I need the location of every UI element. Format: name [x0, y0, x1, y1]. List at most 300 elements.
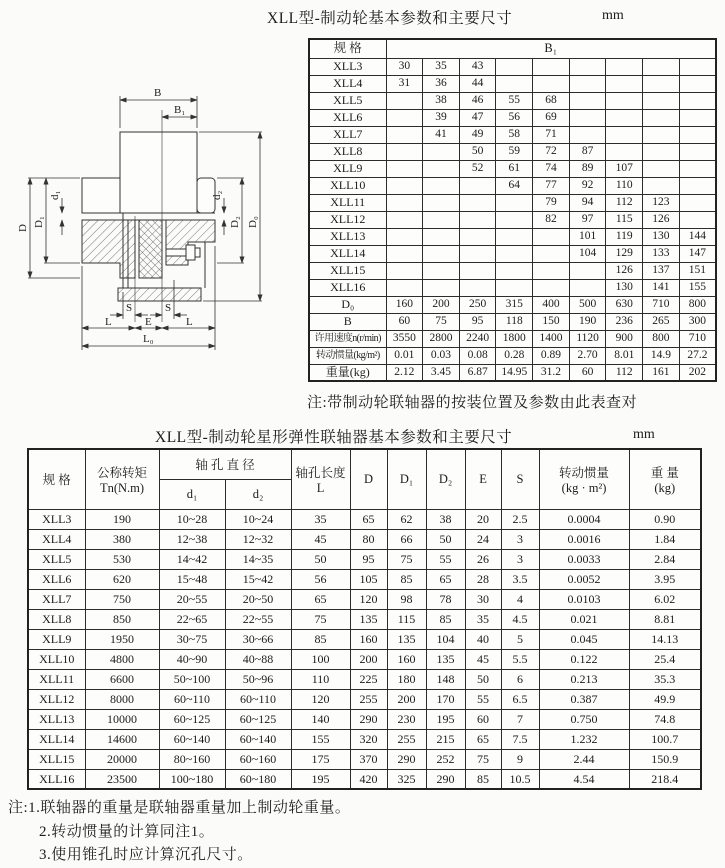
table-cell: 15~42 [225, 569, 291, 589]
table-cell: 85 [465, 769, 501, 789]
table-cell: 325 [387, 769, 426, 789]
table-cell: 100.7 [629, 729, 701, 749]
table-cell: 195 [426, 709, 465, 729]
table-cell: 2.12 [386, 364, 423, 381]
table-cell [386, 177, 423, 194]
table-cell: 14~42 [159, 549, 225, 569]
table-cell: 144 [679, 228, 716, 245]
table-cell [496, 58, 533, 75]
table-cell: 115 [387, 609, 426, 629]
table-cell: 236 [606, 313, 643, 330]
table-cell: 0.0103 [539, 589, 629, 609]
table-cell: 0.01 [386, 347, 423, 364]
table-cell: 255 [350, 689, 387, 709]
table-cell: 82 [533, 211, 570, 228]
table-cell: 50~96 [225, 669, 291, 689]
table-cell: 0.03 [423, 347, 460, 364]
row-label: XLL3 [28, 509, 85, 529]
table-cell: 65 [465, 729, 501, 749]
row-label: 转动惯量(kg/m²) [309, 347, 386, 364]
table-cell: 133 [643, 245, 680, 262]
table-cell [643, 143, 680, 160]
table-cell: 45 [291, 529, 350, 549]
table-cell [459, 228, 496, 245]
dim-label-l-right: L [186, 316, 193, 328]
table-cell: 150.9 [629, 749, 701, 769]
table-row [309, 296, 716, 313]
table-cell: 900 [606, 330, 643, 347]
table-cell: 130 [643, 228, 680, 245]
table-cell: 35.3 [629, 669, 701, 689]
table-cell: 3 [501, 549, 539, 569]
table-row [309, 347, 716, 364]
table-cell: 23500 [85, 769, 159, 789]
table-cell [533, 58, 570, 75]
table-cell: 38 [423, 92, 460, 109]
table-cell: 800 [643, 330, 680, 347]
dim-label-d0: D₀ [247, 216, 259, 228]
note-line-2: 2.转动惯量的计算同注1。 [39, 823, 215, 840]
table-cell: 44 [459, 75, 496, 92]
dim-label-d1-cap: D₁ [33, 216, 45, 228]
table-cell: 14~35 [225, 549, 291, 569]
dim-label-l0: L₀ [143, 333, 154, 345]
table-row [28, 669, 701, 689]
table-cell [569, 109, 606, 126]
table-cell: 25.4 [629, 649, 701, 669]
table-cell: 710 [679, 330, 716, 347]
table-cell [569, 279, 606, 296]
table-cell: 255 [387, 729, 426, 749]
table-cell: 60~110 [159, 689, 225, 709]
table-cell: 119 [606, 228, 643, 245]
table-row [309, 211, 716, 228]
column-header-inertia: 转动惯量 (kg · m²) [539, 449, 629, 509]
unit-label-top: mm [602, 8, 624, 23]
table-cell [643, 177, 680, 194]
table-cell: 6.02 [629, 589, 701, 609]
table-cell: 135 [426, 649, 465, 669]
table-row [309, 75, 716, 92]
table-cell: 0.0016 [539, 529, 629, 549]
table-cell: 126 [643, 211, 680, 228]
table-cell [606, 92, 643, 109]
table-cell: 24 [465, 529, 501, 549]
column-header-D: D [350, 449, 387, 509]
table-row [309, 92, 716, 109]
table-cell [606, 75, 643, 92]
table-cell: 0.213 [539, 669, 629, 689]
table-cell: 85 [387, 569, 426, 589]
table-cell [533, 262, 570, 279]
table-cell: 135 [387, 629, 426, 649]
table-cell [459, 245, 496, 262]
table-cell: 77 [533, 177, 570, 194]
table-row [28, 629, 701, 649]
table-cell [606, 109, 643, 126]
table-row [309, 279, 716, 296]
table-row [309, 160, 716, 177]
table-cell: 380 [85, 529, 159, 549]
table-cell [679, 211, 716, 228]
table-row [309, 262, 716, 279]
row-label: XLL13 [28, 709, 85, 729]
table-cell: 10.5 [501, 769, 539, 789]
table-cell: 60 [569, 364, 606, 381]
table-cell: 252 [426, 749, 465, 769]
table-cell: 195 [291, 769, 350, 789]
coupling-parameters-table [27, 448, 702, 790]
table-cell: 95 [459, 313, 496, 330]
table-cell: 160 [386, 296, 423, 313]
table-cell: 41 [423, 126, 460, 143]
table-row [28, 689, 701, 709]
table-cell: 28 [465, 569, 501, 589]
row-label: XLL12 [309, 211, 386, 228]
table-cell: 0.0052 [539, 569, 629, 589]
table-cell [496, 228, 533, 245]
row-label: XLL14 [28, 729, 85, 749]
table-cell [643, 58, 680, 75]
table-cell: 65 [426, 569, 465, 589]
table-cell: 60~140 [225, 729, 291, 749]
column-header-E: E [465, 449, 501, 509]
table-row [309, 143, 716, 160]
unit-label-bottom: mm [633, 427, 655, 442]
table-cell: 1.84 [629, 529, 701, 549]
table-cell: 290 [426, 769, 465, 789]
table-cell: 155 [679, 279, 716, 296]
table-cell: 79 [533, 194, 570, 211]
table-cell [423, 279, 460, 296]
table-cell: 104 [426, 629, 465, 649]
table-cell: 45 [465, 649, 501, 669]
table-cell: 65 [291, 589, 350, 609]
row-label: XLL9 [309, 160, 386, 177]
row-label: XLL8 [28, 609, 85, 629]
table-cell: 6.5 [501, 689, 539, 709]
table-cell [569, 262, 606, 279]
row-label: XLL10 [28, 649, 85, 669]
column-header-torque: 公称转矩 Tn(N.m) [85, 449, 159, 509]
table-cell: 14600 [85, 729, 159, 749]
table-cell: 98 [387, 589, 426, 609]
dim-label-d2-cap: D₂ [229, 216, 241, 228]
table-cell: 137 [643, 262, 680, 279]
table-cell: 58 [496, 126, 533, 143]
table-cell [679, 160, 716, 177]
table-cell: 190 [85, 509, 159, 529]
row-label: XLL8 [309, 143, 386, 160]
table-cell [423, 177, 460, 194]
row-label: XLL11 [28, 669, 85, 689]
table-cell: 92 [569, 177, 606, 194]
table-cell: 40~90 [159, 649, 225, 669]
table-cell [679, 58, 716, 75]
table-row [28, 649, 701, 669]
table-cell: 75 [387, 549, 426, 569]
table-row [309, 364, 716, 381]
table-cell: 75 [465, 749, 501, 769]
table-cell: 80~160 [159, 749, 225, 769]
table-cell [533, 245, 570, 262]
table-cell: 8.81 [629, 609, 701, 629]
table-row [28, 609, 701, 629]
row-label: XLL5 [28, 549, 85, 569]
table-cell: 60~125 [159, 709, 225, 729]
table-cell: 315 [496, 296, 533, 313]
column-header-D2: D₂ [426, 449, 465, 509]
table-cell [533, 75, 570, 92]
table-cell: 0.08 [459, 347, 496, 364]
table-cell: 8.01 [606, 347, 643, 364]
table-cell: 69 [533, 109, 570, 126]
table-cell: 5.5 [501, 649, 539, 669]
table-cell: 26 [465, 549, 501, 569]
table-cell [386, 143, 423, 160]
table-cell: 20~55 [159, 589, 225, 609]
row-label: XLL12 [28, 689, 85, 709]
table-cell: 100 [291, 649, 350, 669]
table-cell [533, 228, 570, 245]
table-cell: 30~75 [159, 629, 225, 649]
table-cell: 290 [387, 749, 426, 769]
table-cell [679, 109, 716, 126]
column-header-spec: 规 格 [309, 39, 386, 58]
table-cell [606, 126, 643, 143]
table-cell: 104 [569, 245, 606, 262]
table-cell: 710 [643, 296, 680, 313]
table-cell: 170 [426, 689, 465, 709]
table-cell: 500 [569, 296, 606, 313]
column-header-spec: 规 格 [28, 449, 85, 509]
dim-label-d-cap: D [17, 224, 29, 232]
row-label: XLL4 [309, 75, 386, 92]
table-cell: 35 [423, 58, 460, 75]
table-cell: 10000 [85, 709, 159, 729]
table-cell: 9 [501, 749, 539, 769]
table-cell: 14.13 [629, 629, 701, 649]
row-label: XLL3 [309, 58, 386, 75]
table-cell: 55 [465, 689, 501, 709]
page-title-coupling: XLL型-制动轮星形弹性联轴器基本参数和主要尺寸 [155, 429, 513, 446]
table-cell: 40 [465, 629, 501, 649]
table-cell: 200 [350, 649, 387, 669]
column-header-bore-length: 轴孔长度 L [291, 449, 350, 509]
table-cell [606, 143, 643, 160]
table-cell: 2.44 [539, 749, 629, 769]
table-cell: 22~55 [225, 609, 291, 629]
table-cell: 123 [643, 194, 680, 211]
row-label: XLL7 [28, 589, 85, 609]
table-cell: 80 [350, 529, 387, 549]
table-cell: 50 [465, 669, 501, 689]
table-cell: 6600 [85, 669, 159, 689]
table-cell [569, 92, 606, 109]
table-cell: 3.45 [423, 364, 460, 381]
dim-label-b1: B₁ [174, 104, 186, 116]
table-row [28, 729, 701, 749]
table-cell: 12~38 [159, 529, 225, 549]
dim-label-d1: d₁ [49, 190, 61, 200]
table-cell: 12~32 [225, 529, 291, 549]
table-cell [386, 211, 423, 228]
table-cell: 129 [606, 245, 643, 262]
dim-label-e: E [145, 316, 152, 328]
table-cell: 4 [501, 589, 539, 609]
row-label: XLL11 [309, 194, 386, 211]
table-cell: 135 [350, 609, 387, 629]
table-row [28, 569, 701, 589]
table-cell [386, 92, 423, 109]
table-cell [643, 160, 680, 177]
table-row [309, 330, 716, 347]
table-cell: 161 [643, 364, 680, 381]
table-cell: 110 [606, 177, 643, 194]
column-header-b1: B₁ [386, 39, 716, 58]
table-cell: 150 [533, 313, 570, 330]
row-label: XLL10 [309, 177, 386, 194]
table-cell: 0.0033 [539, 549, 629, 569]
row-label: B [309, 313, 386, 330]
table-cell: 400 [533, 296, 570, 313]
dim-label-d2: d₂ [211, 190, 223, 200]
table-cell: 175 [291, 749, 350, 769]
row-label: 许用速度n(r/min) [309, 330, 386, 347]
table-cell [459, 177, 496, 194]
table-cell: 64 [496, 177, 533, 194]
table-cell: 130 [606, 279, 643, 296]
column-header-d1: d₁ [159, 479, 225, 509]
table-cell: 36 [423, 75, 460, 92]
table1-note: 注:带制动轮联轴器的按装位置及参数由此表查对 [307, 395, 638, 411]
row-label: XLL6 [309, 109, 386, 126]
table-cell: 110 [291, 669, 350, 689]
table-cell: 71 [533, 126, 570, 143]
table-row [309, 109, 716, 126]
row-label: XLL5 [309, 92, 386, 109]
table-cell: 1950 [85, 629, 159, 649]
table-cell [679, 75, 716, 92]
table-cell: 1.232 [539, 729, 629, 749]
table-cell: 39 [423, 109, 460, 126]
table-cell: 290 [350, 709, 387, 729]
table-cell: 61 [496, 160, 533, 177]
table-row [28, 769, 701, 789]
table-cell: 200 [387, 689, 426, 709]
column-header-bore-diameter: 轴 孔 直 径 [159, 449, 291, 479]
table-cell: 87 [569, 143, 606, 160]
table-cell: 52 [459, 160, 496, 177]
table-cell: 60~110 [225, 689, 291, 709]
table-cell: 250 [459, 296, 496, 313]
table-cell: 115 [606, 211, 643, 228]
table-cell: 120 [350, 589, 387, 609]
table-cell: 215 [426, 729, 465, 749]
dim-label-b: B [154, 87, 162, 99]
table-cell: 3550 [386, 330, 423, 347]
table-cell: 50 [291, 549, 350, 569]
table-cell [496, 245, 533, 262]
table-cell: 60 [386, 313, 423, 330]
row-label: XLL9 [28, 629, 85, 649]
table-cell [386, 279, 423, 296]
table-cell: 60~160 [225, 749, 291, 769]
table-cell: 49 [459, 126, 496, 143]
table-cell [496, 279, 533, 296]
table-cell: 72 [533, 143, 570, 160]
table-cell [459, 279, 496, 296]
table-cell [606, 58, 643, 75]
table-cell: 49.9 [629, 689, 701, 709]
table-cell: 148 [426, 669, 465, 689]
table-cell: 66 [387, 529, 426, 549]
table-cell: 0.750 [539, 709, 629, 729]
table-cell: 74.8 [629, 709, 701, 729]
table-cell: 155 [291, 729, 350, 749]
table-cell: 420 [350, 769, 387, 789]
table-cell: 3.5 [501, 569, 539, 589]
table-cell [679, 177, 716, 194]
table-row [28, 589, 701, 609]
table-cell: 112 [606, 194, 643, 211]
table-cell [423, 160, 460, 177]
table-cell: 7 [501, 709, 539, 729]
table-cell: 2800 [423, 330, 460, 347]
table-cell: 2240 [459, 330, 496, 347]
row-label: XLL7 [309, 126, 386, 143]
table-cell: 218.4 [629, 769, 701, 789]
row-label: XLL14 [309, 245, 386, 262]
table-cell: 160 [350, 629, 387, 649]
table-cell: 0.122 [539, 649, 629, 669]
table-cell: 95 [350, 549, 387, 569]
table-cell [423, 194, 460, 211]
dim-label-l-left: L [105, 316, 112, 328]
table-cell: 6 [501, 669, 539, 689]
table-cell: 0.387 [539, 689, 629, 709]
table-cell: 1800 [496, 330, 533, 347]
table-cell: 38 [426, 509, 465, 529]
table-cell: 31 [386, 75, 423, 92]
table-row [28, 549, 701, 569]
table-cell: 4800 [85, 649, 159, 669]
table-cell: 200 [423, 296, 460, 313]
table-cell: 101 [569, 228, 606, 245]
note-line-3: 3.使用锥孔时应计算沉孔尺寸。 [39, 847, 253, 863]
column-header-d2: d₂ [225, 479, 291, 509]
table-row [309, 177, 716, 194]
table-cell: 35 [291, 509, 350, 529]
table2-notes [8, 797, 350, 868]
table-cell: 4.5 [501, 609, 539, 629]
table-cell: 160 [387, 649, 426, 669]
table-cell [643, 92, 680, 109]
table-cell: 850 [85, 609, 159, 629]
column-header-weight: 重 量 (kg) [629, 449, 701, 509]
technical-drawing [2, 70, 302, 405]
table-cell: 65 [350, 509, 387, 529]
table-row [28, 709, 701, 729]
table-cell [533, 279, 570, 296]
table-cell [386, 245, 423, 262]
table-cell: 47 [459, 109, 496, 126]
table-cell: 2.84 [629, 549, 701, 569]
table-cell [496, 75, 533, 92]
table-cell: 0.89 [533, 347, 570, 364]
table-cell: 6.87 [459, 364, 496, 381]
table-cell: 300 [679, 313, 716, 330]
